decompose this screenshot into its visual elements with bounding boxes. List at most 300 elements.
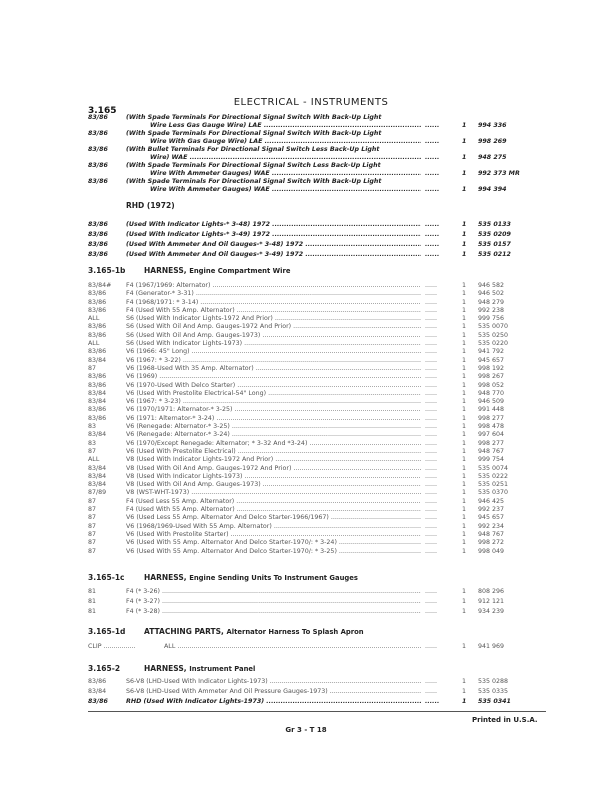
leader-dots: ...... — [425, 290, 438, 298]
section-subtitle: Alternator Harness To Splash Apron — [226, 628, 364, 636]
description-line1: (With Bullet Terminals For Directional Signal Switch Less Back-Up Light — [126, 146, 380, 153]
description — [126, 323, 421, 331]
parts-row — [88, 415, 528, 423]
description — [126, 348, 421, 356]
section-name: ATTACHING PARTS, — [144, 627, 224, 636]
model-code: ALL — [88, 315, 100, 323]
leader-dots: ...... — [425, 398, 438, 406]
model-code: 87 — [88, 364, 97, 372]
part-number: 998 052 — [478, 381, 505, 389]
description — [126, 687, 421, 697]
quantity: 1 — [462, 306, 467, 314]
description-text: V6 (1968/1969-Used With 55 Amp. Alternator) ..... — [126, 523, 421, 530]
parts-row — [88, 146, 528, 162]
parts-row — [88, 431, 528, 439]
description-line1: (With Spade Terminals For Directional Signal Switch Less Back-Up Light — [126, 162, 381, 169]
description-text: V6 (1969) ..... — [126, 373, 421, 380]
parts-row — [88, 514, 528, 522]
page-number: 3.165 — [88, 106, 117, 116]
parts-row — [88, 677, 528, 687]
part-number: 948 767 — [478, 530, 505, 538]
quantity: 1 — [462, 364, 467, 372]
description — [126, 240, 421, 250]
section-heading — [88, 573, 358, 583]
parts-row — [88, 348, 528, 356]
description-text: F4 (Generator-* 3-31) ..... — [126, 290, 421, 297]
part-number: 997 604 — [478, 431, 505, 439]
model-code: 81 — [88, 598, 97, 605]
description-text: V8 (Used With Indicator Lights-1972 And Prior) ..... — [126, 456, 421, 463]
model-code: 83/86 — [88, 323, 107, 331]
description-text: F4 (Used With 55 Amp. Alternator) ..... — [126, 307, 421, 314]
model-code: 83/86 — [88, 114, 108, 121]
part-number: 535 0220 — [478, 340, 509, 348]
part-number: 992 234 — [478, 522, 505, 530]
parts-row — [88, 178, 528, 194]
parts-group-rhd — [88, 220, 528, 260]
parts-row — [88, 220, 528, 230]
description-line2 — [126, 170, 421, 178]
section-number: 3.165-1d — [88, 627, 126, 636]
description-text: Wire) WAE ..... — [150, 154, 421, 161]
leader-dots: ...... — [425, 170, 440, 177]
part-number: 994 336 — [478, 122, 507, 129]
parts-row — [88, 340, 528, 348]
parts-row — [88, 332, 528, 340]
description-text: V6 (1970/1971: Alternator-* 3-25) ..... — [126, 406, 421, 413]
quantity: 1 — [462, 315, 467, 323]
quantity: 1 — [462, 282, 467, 289]
part-number: 535 0341 — [478, 698, 511, 705]
leader-dots: ...... — [425, 447, 438, 455]
model-code: 83/86 — [88, 306, 107, 314]
description-text: F4 (Used Less 55 Amp. Alternator) ..... — [126, 498, 421, 505]
leader-dots: ...... — [425, 588, 438, 595]
part-number: 946 509 — [478, 398, 505, 406]
section-parts-list — [88, 642, 528, 652]
leader-dots: ...... — [425, 472, 438, 480]
description — [126, 514, 421, 522]
part-number: 994 394 — [478, 186, 507, 193]
description-text: (Used With Indicator Lights-* 3-48) 1972 ..... — [126, 221, 421, 228]
model-code: 83/84 — [88, 481, 107, 489]
part-number: 946 582 — [478, 282, 505, 289]
part-number: 998 277 — [478, 439, 505, 447]
part-number: 948 770 — [478, 389, 505, 397]
parts-row — [88, 489, 528, 497]
leader-dots: ...... — [425, 547, 438, 555]
description-text: S6-V8 (LHD-Used With Indicator Lights-1973) ..... — [126, 678, 421, 685]
leader-dots: ...... — [425, 241, 440, 248]
leader-dots: ...... — [425, 154, 440, 161]
parts-row — [88, 230, 528, 240]
quantity: 1 — [462, 506, 467, 514]
section-name: HARNESS, — [144, 664, 187, 673]
leader-dots: ...... — [425, 340, 438, 348]
description — [126, 498, 421, 506]
part-number: 912 121 — [478, 598, 505, 605]
description-line1: (With Spade Terminals For Directional Signal Switch With Back-Up Light — [126, 114, 382, 121]
model-code: 87/89 — [88, 489, 107, 497]
parts-row — [88, 290, 528, 298]
description — [126, 423, 421, 431]
model-code: 87 — [88, 547, 97, 555]
quantity: 1 — [462, 154, 467, 161]
description-text: Wire With Ammeter Gauges) WAE ..... — [150, 186, 421, 193]
part-number: 998 272 — [478, 539, 505, 547]
description — [126, 531, 421, 539]
description — [126, 448, 421, 456]
parts-row — [88, 130, 528, 146]
quantity: 1 — [462, 431, 467, 439]
description-text: Wire With Ammeter Gauges) WAE ..... — [150, 170, 421, 177]
quantity: 1 — [462, 423, 467, 431]
part-number: 948 279 — [478, 298, 505, 306]
quantity: 1 — [462, 406, 467, 414]
description-text: V8 (Used With Indicator Lights-1973) ..... — [126, 473, 421, 480]
description-text: S6 (Used With Indicator Lights-1973) ..... — [126, 340, 421, 347]
quantity: 1 — [462, 464, 467, 472]
model-code: 83/86 — [88, 698, 108, 705]
parts-row — [88, 398, 528, 406]
model-code: 87 — [88, 497, 97, 505]
description-text: V6 (Renegade: Alternator-* 3-24) ..... — [126, 431, 421, 438]
model-code: 83/86 — [88, 146, 108, 153]
description-text: S6 (Used With Oil And Amp. Gauges-1973) ..... — [126, 332, 421, 339]
parts-row — [88, 423, 528, 431]
leader-dots: ...... — [425, 464, 438, 472]
quantity: 1 — [462, 348, 467, 356]
leader-dots: ...... — [425, 323, 438, 331]
model-code: 87 — [88, 514, 97, 522]
model-code: ALL — [88, 456, 100, 464]
part-number: 934 239 — [478, 608, 505, 615]
description-text: V6 (Used With Prestolite Starter) ..... — [126, 531, 421, 538]
page-title: ELECTRICAL - INSTRUMENTS — [233, 97, 389, 108]
description-text: V6 (1967: * 3-23) ..... — [126, 398, 421, 405]
description — [126, 415, 421, 423]
description-text: V8 (Used With Oil And Amp. Gauges-1973) ..... — [126, 481, 421, 488]
description — [126, 290, 421, 298]
description-text: V6 (Renegade: Alternator-* 3-25) ..... — [126, 423, 421, 430]
description-text: V6 (Used With 55 Amp. Alternator And Delco Starter-1970/: * 3-24) ..... — [126, 539, 421, 546]
description-text: F4 (Used With 55 Amp. Alternator) ..... — [126, 506, 421, 513]
parts-row — [88, 390, 528, 398]
description — [126, 178, 421, 194]
description — [126, 523, 421, 531]
parts-row — [88, 473, 528, 481]
leader-dots: ...... — [425, 456, 438, 464]
model-code: ALL — [88, 340, 100, 348]
section-heading — [88, 664, 255, 674]
description-text: F4 (* 3-27) ..... — [126, 598, 421, 605]
model-code: 83/86 — [88, 373, 107, 381]
leader-dots: ...... — [425, 643, 438, 650]
description-line2 — [126, 138, 421, 146]
parts-row — [88, 642, 528, 652]
part-number: 535 0212 — [478, 251, 511, 258]
description — [126, 220, 421, 230]
parts-row — [88, 357, 528, 365]
description — [126, 489, 421, 497]
model-code: 81 — [88, 608, 97, 615]
description-text: V6 (Used Less 55 Amp. Alternator And Delco Starter-1966/1967) ..... — [126, 514, 421, 521]
description — [126, 456, 421, 464]
quantity: 1 — [462, 373, 467, 381]
parts-row — [88, 448, 528, 456]
description-text: V6 (1968-Used With 35 Amp. Alternator) ..... — [126, 365, 421, 372]
leader-dots: ...... — [425, 306, 438, 314]
leader-dots: ...... — [425, 506, 438, 514]
part-number: 945 657 — [478, 514, 505, 522]
parts-row — [88, 282, 528, 290]
parts-row — [88, 406, 528, 414]
description — [126, 130, 421, 146]
description-text: V6 (Used With 55 Amp. Alternator And Delco Starter-1970/: * 3-25) ..... — [126, 548, 421, 555]
model-code: 83/86 — [88, 406, 107, 414]
printed-in-usa: Printed in U.S.A. — [472, 716, 538, 724]
description-text: (Used With Ammeter And Oil Gauges-* 3-48) 1972 ..... — [126, 241, 421, 248]
description — [126, 282, 421, 290]
leader-dots: ...... — [425, 282, 438, 289]
model-code: 83 — [88, 423, 97, 431]
parts-row — [88, 597, 528, 607]
parts-row — [88, 315, 528, 323]
part-number: 535 0070 — [478, 323, 509, 331]
description-line1: (With Spade Terminals For Directional Signal Switch With Back-Up Light — [126, 130, 382, 137]
quantity: 1 — [462, 290, 467, 298]
leader-dots: ...... — [425, 539, 438, 547]
section-heading — [88, 266, 290, 276]
model-code: 83/84 — [88, 398, 107, 406]
quantity: 1 — [462, 514, 467, 522]
quantity: 1 — [462, 547, 467, 555]
parts-row — [88, 498, 528, 506]
description-text: V6 (1970-Used With Delco Starter) ..... — [126, 382, 421, 389]
part-number: 535 0209 — [478, 231, 511, 238]
model-code: 83/84 — [88, 431, 107, 439]
description — [126, 548, 421, 556]
model-code: 87 — [88, 530, 97, 538]
section-number: 3.165-1b — [88, 266, 126, 275]
model-code: 83/86 — [88, 381, 107, 389]
section-heading — [88, 627, 364, 637]
quantity: 1 — [462, 122, 467, 129]
description — [126, 373, 421, 381]
part-number: 535 0222 — [478, 472, 509, 480]
description — [126, 597, 421, 607]
leader-dots: ...... — [425, 122, 440, 129]
description-line2 — [126, 186, 421, 194]
footer-rule — [88, 711, 546, 712]
parts-row — [88, 587, 528, 597]
description — [126, 365, 421, 373]
description-text: RHD (Used With Indicator Lights-1973) ..... — [126, 698, 421, 705]
section-parts-list — [88, 282, 528, 556]
description — [126, 607, 421, 617]
part-number: 535 0251 — [478, 481, 509, 489]
description-line1: (With Spade Terminals For Directional Signal Switch With Back-Up Light — [126, 178, 382, 185]
description — [126, 162, 421, 178]
quantity: 1 — [462, 331, 467, 339]
quantity: 1 — [462, 497, 467, 505]
model-code: 83/86 — [88, 251, 108, 258]
section-subtitle: Engine Sending Units To Instrument Gauges — [189, 574, 358, 582]
description-text: V6 (1970/Except Renegade: Alternator; * 3-32 And *3-24) ..... — [126, 440, 421, 447]
part-number: 941 969 — [478, 643, 505, 650]
quantity: 1 — [462, 340, 467, 348]
description — [126, 398, 421, 406]
model-code: 83/86 — [88, 178, 108, 185]
leader-dots: ...... — [425, 315, 438, 323]
quantity: 1 — [462, 481, 467, 489]
leader-dots: ...... — [425, 530, 438, 538]
quantity: 1 — [462, 398, 467, 406]
description — [126, 539, 421, 547]
part-number: 948 275 — [478, 154, 507, 161]
description — [126, 481, 421, 489]
description-text: (Used With Indicator Lights-* 3-49) 1972 ..... — [126, 231, 421, 238]
leader-dots: ...... — [425, 608, 438, 615]
leader-dots: ...... — [425, 221, 440, 228]
part-number: 992 238 — [478, 306, 505, 314]
quantity: 1 — [462, 138, 467, 145]
description — [126, 146, 421, 162]
model-code: 87 — [88, 447, 97, 455]
parts-row — [88, 114, 528, 130]
part-number: 535 0370 — [478, 489, 509, 497]
model-code: 83 — [88, 439, 97, 447]
description — [164, 642, 421, 652]
description-text: Wire With Gas Gauge Wire) LAE ..... — [150, 138, 421, 145]
model-code: 83/84 — [88, 389, 107, 397]
quantity: 1 — [462, 688, 467, 695]
description-text: S6 (Used With Oil And Amp. Gauges-1972 And Prior) ..... — [126, 323, 421, 330]
description — [126, 390, 421, 398]
parts-row — [88, 240, 528, 250]
part-number: 948 767 — [478, 447, 505, 455]
leader-dots: ...... — [425, 364, 438, 372]
section-name: HARNESS, — [144, 266, 187, 275]
quantity: 1 — [462, 414, 467, 422]
model-code: 83/86 — [88, 231, 108, 238]
leader-dots: ...... — [425, 514, 438, 522]
part-number: 992 237 — [478, 506, 505, 514]
leader-dots: ...... — [425, 497, 438, 505]
quantity: 1 — [462, 381, 467, 389]
parts-row — [88, 382, 528, 390]
quantity: 1 — [462, 489, 467, 497]
leader-dots: ...... — [425, 678, 438, 685]
leader-dots: ...... — [425, 231, 440, 238]
model-code: 83/84# — [88, 282, 112, 289]
part-number: 535 0133 — [478, 221, 511, 228]
part-number: 998 192 — [478, 364, 505, 372]
part-number: 535 0250 — [478, 331, 509, 339]
description-text: V6 (1971: Alternator-* 3-24) ..... — [126, 415, 421, 422]
model-code: 87 — [88, 506, 97, 514]
quantity: 1 — [462, 221, 467, 228]
leader-dots: ...... — [425, 348, 438, 356]
parts-row — [88, 440, 528, 448]
parts-row — [88, 523, 528, 531]
quantity: 1 — [462, 241, 467, 248]
leader-dots: ...... — [425, 356, 438, 364]
part-number: 999 754 — [478, 456, 505, 464]
description — [126, 230, 421, 240]
part-number: 535 0335 — [478, 688, 509, 695]
parts-row — [88, 323, 528, 331]
description — [126, 382, 421, 390]
parts-row — [88, 687, 528, 697]
quantity: 1 — [462, 522, 467, 530]
parts-row — [88, 548, 528, 556]
model-code: 87 — [88, 522, 97, 530]
part-number: 991 448 — [478, 406, 505, 414]
section-parts-list — [88, 677, 528, 707]
part-number: 998 269 — [478, 138, 507, 145]
parts-row — [88, 607, 528, 617]
description — [126, 250, 421, 260]
description — [126, 506, 421, 514]
model-code: 83/86 — [88, 221, 108, 228]
description-text: V8 (Used With Oil And Amp. Gauges-1972 And Prior) ..... — [126, 465, 421, 472]
description-text: V6 (1966: 45" Long) ..... — [126, 348, 421, 355]
leader-dots: ...... — [425, 439, 438, 447]
quantity: 1 — [462, 456, 467, 464]
section-name: HARNESS, — [144, 573, 187, 582]
description — [126, 431, 421, 439]
part-number: 999 756 — [478, 315, 505, 323]
quantity: 1 — [462, 588, 467, 595]
description-text: ALL ..... — [164, 643, 421, 650]
leader-dots: ...... — [425, 298, 438, 306]
part-number: 535 0074 — [478, 464, 509, 472]
parts-row — [88, 299, 528, 307]
parts-row — [88, 373, 528, 381]
description — [126, 677, 421, 687]
description — [126, 340, 421, 348]
quantity: 1 — [462, 447, 467, 455]
part-number: 998 277 — [478, 414, 505, 422]
leader-dots: ...... — [425, 698, 440, 705]
model-code: 83/84 — [88, 356, 107, 364]
leader-dots: ...... — [425, 389, 438, 397]
leader-dots: ...... — [425, 431, 438, 439]
leader-dots: ...... — [425, 186, 440, 193]
parts-row — [88, 162, 528, 178]
quantity: 1 — [462, 231, 467, 238]
description — [126, 587, 421, 597]
quantity: 1 — [462, 170, 467, 177]
description-text: F4 (* 3-26) ..... — [126, 588, 421, 595]
description — [126, 697, 421, 707]
model-code: 83/86 — [88, 290, 107, 298]
model-code: 87 — [88, 539, 97, 547]
description-text: V6 (Used With Prestolite Electrical-54" Long) ..... — [126, 390, 421, 397]
description-text: F4 (1967/1969: Alternator) ..... — [126, 282, 421, 289]
description-text: F4 (* 3-28) ..... — [126, 608, 421, 615]
quantity: 1 — [462, 698, 467, 705]
part-number: 946 502 — [478, 290, 505, 298]
leader-dots: ...... — [425, 381, 438, 389]
leader-dots: ...... — [425, 522, 438, 530]
leader-dots: ...... — [425, 373, 438, 381]
description — [126, 473, 421, 481]
description-text: V8 (WST-WHT-1973) ..... — [126, 489, 421, 496]
model-code: 83/86 — [88, 678, 107, 685]
description-line2 — [126, 154, 421, 162]
